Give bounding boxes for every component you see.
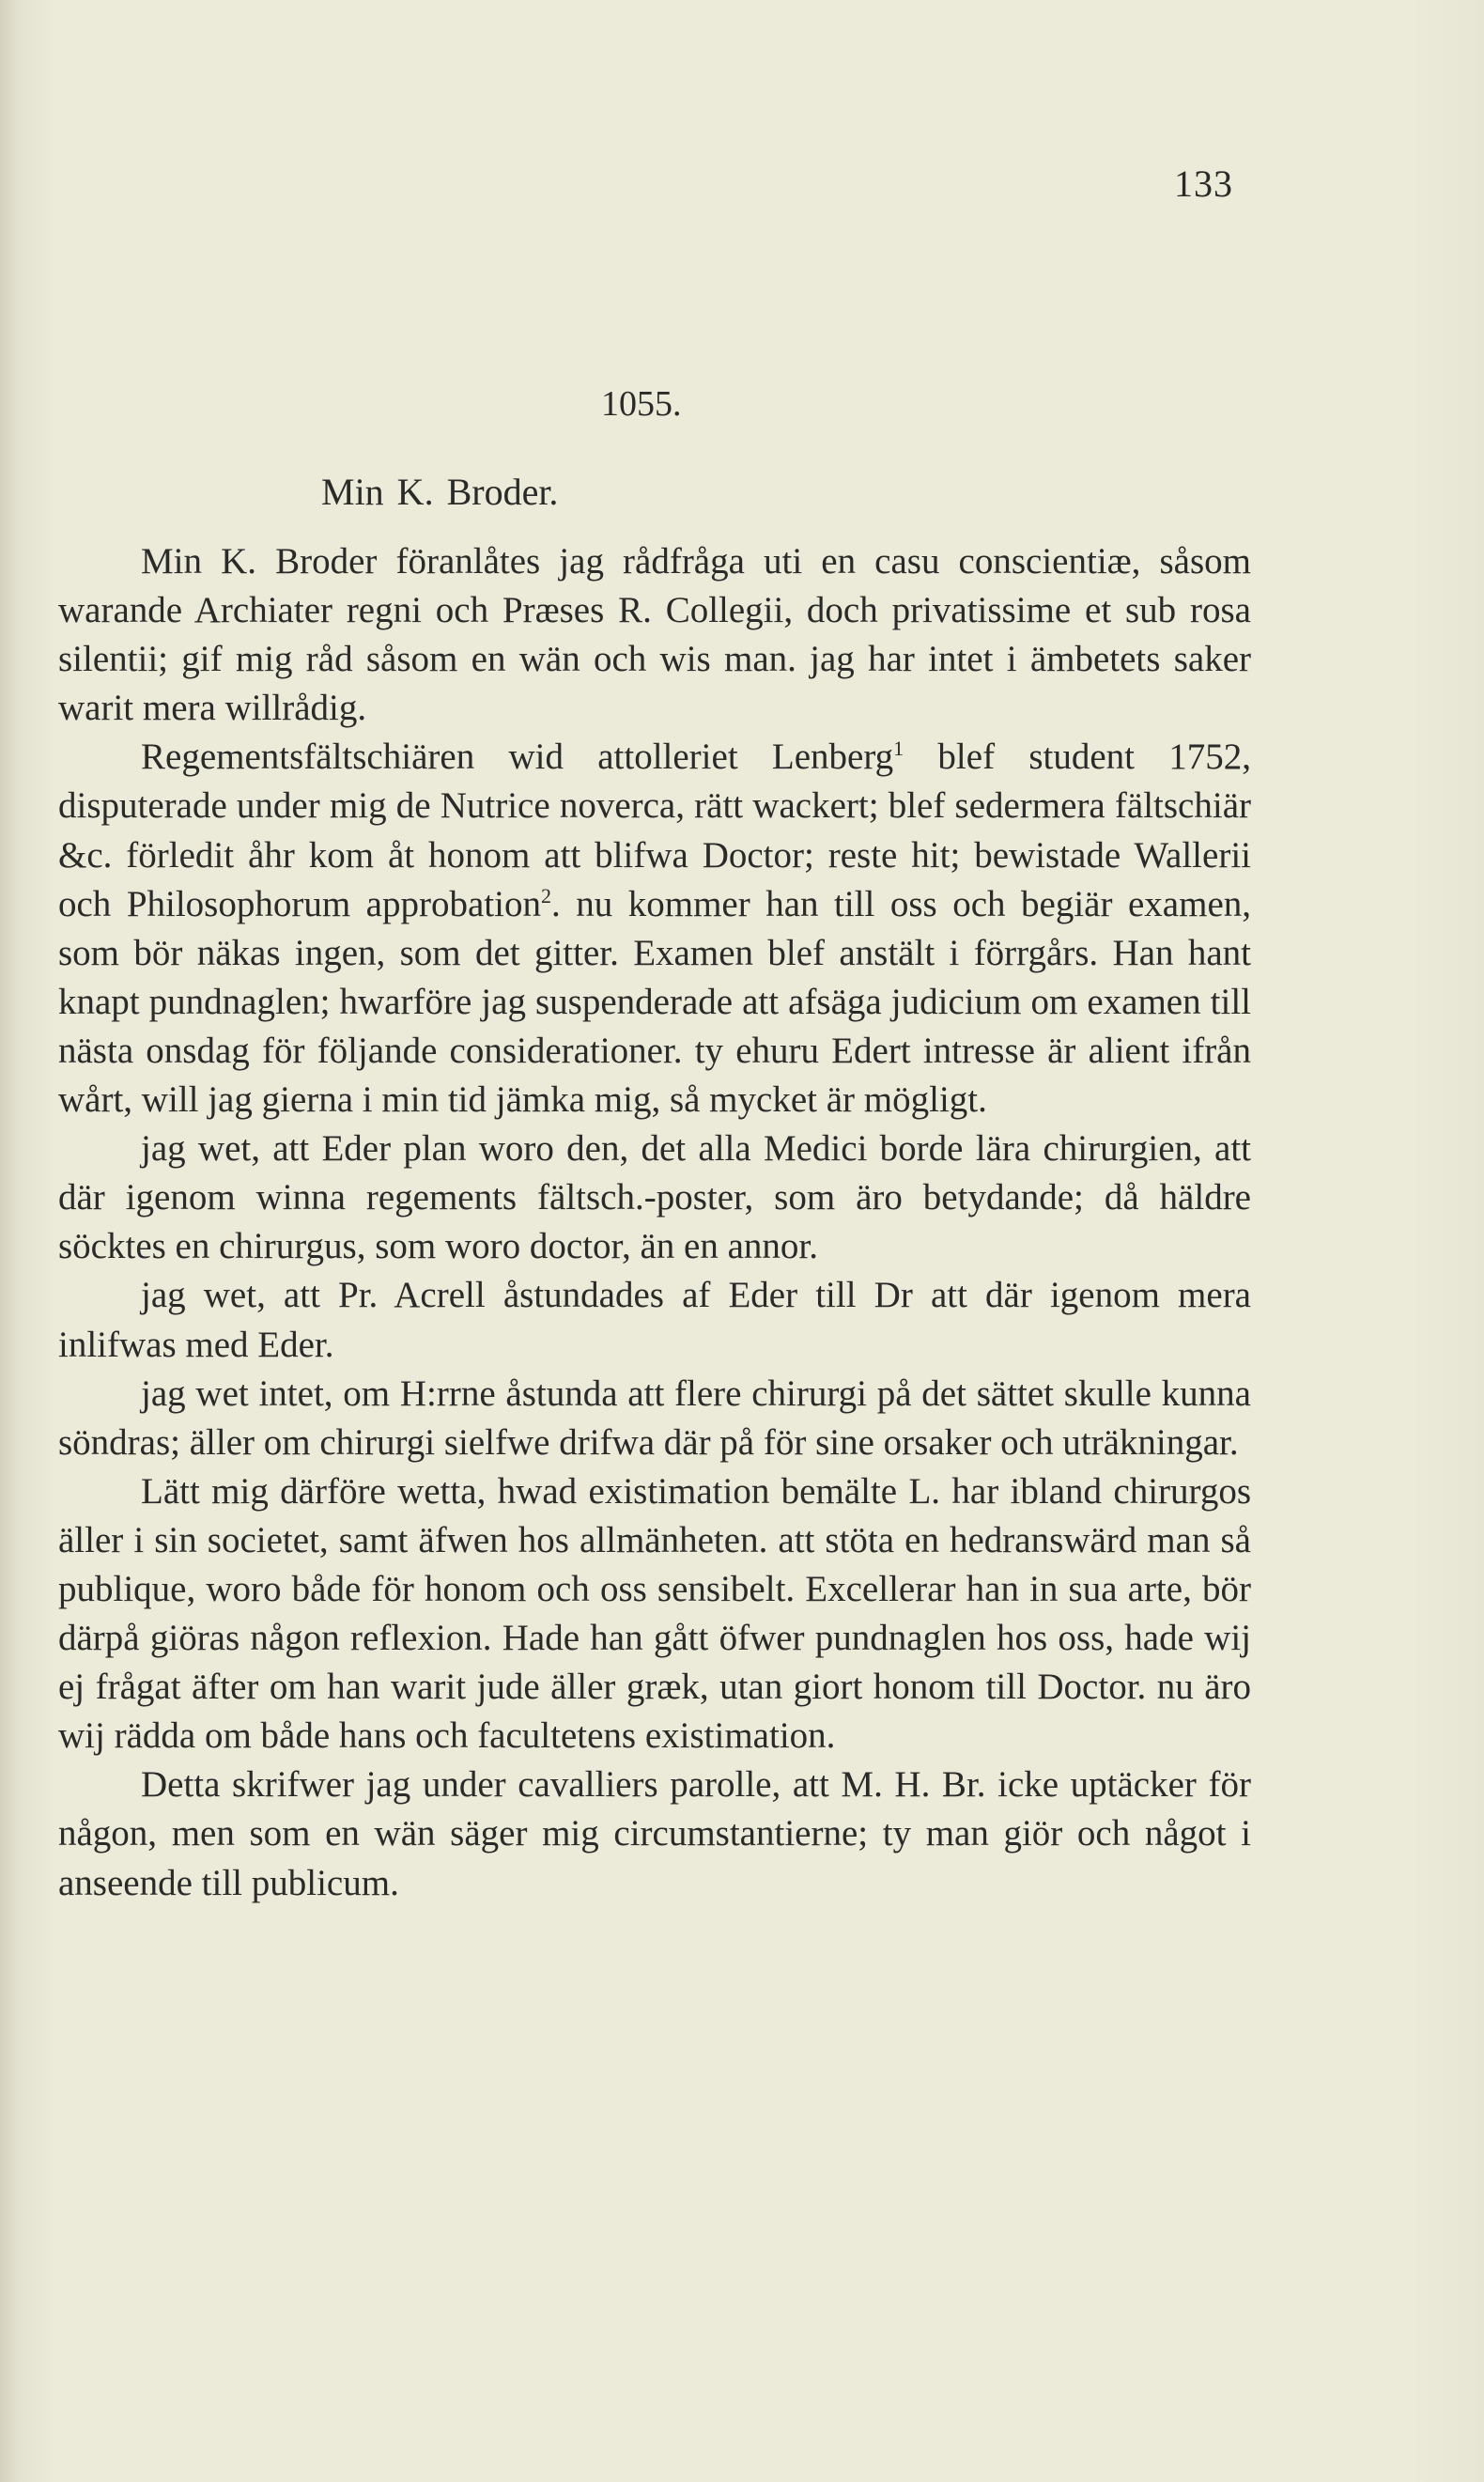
paragraph (58, 733, 1251, 1125)
paragraph-text: jag wet, att Pr. Acrell åstundades af Eder till Dr att där igenom mera inlifwas med Eder. (58, 1275, 1251, 1365)
page-number: 133 (1174, 163, 1233, 205)
paragraph (58, 1467, 1251, 1761)
paragraph-text: jag wet intet, om H:rrne åstunda att flere chirurgi på det sättet skulle kunna söndras; äller om chirurgi sielfwe drifwa där på för sine orsaker och uträkningar. (58, 1373, 1251, 1463)
salutation: Min K. Broder. (321, 471, 559, 513)
paragraph (58, 1761, 1251, 1907)
footnote-marker: 1 (893, 737, 904, 761)
letter-body (58, 537, 1251, 1908)
paragraph-text: Min K. Broder föranlåtes jag rådfråga uti en casu conscientiæ, såsom warande Archiater regni och Præses R. Collegii, doch privatissime et sub rosa silentii; gif mig råd såsom en wän och wis man. jag har intet i ämbetets saker warit mera willrådig. (58, 541, 1251, 729)
footnote-marker: 2 (540, 883, 551, 907)
paragraph (58, 1125, 1251, 1271)
paragraph-text: Detta skrifwer jag under cavalliers parolle, att M. H. Br. icke uptäcker för någon, men som en wän säger mig circumstantierne; ty man giör och något i anseende till publicum. (58, 1764, 1251, 1903)
paragraph-text: Lätt mig därföre wetta, hwad existimation bemälte L. har ibland chirurgos äller i sin societet, samt äfwen hos allmänheten. att stöta en hedranswärd man så publique, woro både för honom och oss sensibelt. Excellerar han in sua arte, bör därpå giöras någon reflexion. Hade han gått öfwer pundnaglen hos oss, hade wij ej frågat äfter om han warit jude äller græk, utan giort honom till Doctor. nu äro wij rädda om både hans och facultetens existimation. (58, 1470, 1251, 1757)
paragraph (58, 1370, 1251, 1467)
paragraph-text: blef student 1752, disputerade under mig de Nutrice noverca, rätt wackert; blef sedermera fältschiär &c. förledit åhr kom åt honom att blifwa Doctor; reste hit; bewistade Wallerii och Philosophorum approbation (58, 737, 1251, 924)
paragraph (58, 537, 1251, 733)
paragraph-text: Regementsfältschiären wid attolleriet Lenberg (141, 737, 894, 778)
paragraph (58, 1271, 1251, 1369)
paragraph-text: . nu kommer han till oss och begiär examen, som bör näkas ingen, som det gitter. Examen blef anstält i förrgårs. Han hant knapt pundnaglen; hwarföre jag suspenderade att afsäga judicium om examen till nästa onsdag för följande considerationer. ty ehuru Edert intresse är alient ifrån wårt, will jag gierna i min tid jämka mig, så mycket är mögligt. (58, 883, 1251, 1121)
paragraph-text: jag wet, att Eder plan woro den, det alla Medici borde lära chirurgien, att där igenom winna regements fältsch.-poster, som äro betydande; då häldre söcktes en chirurgus, som woro doctor, än en annor. (58, 1128, 1251, 1267)
letter-number: 1055. (601, 384, 682, 424)
